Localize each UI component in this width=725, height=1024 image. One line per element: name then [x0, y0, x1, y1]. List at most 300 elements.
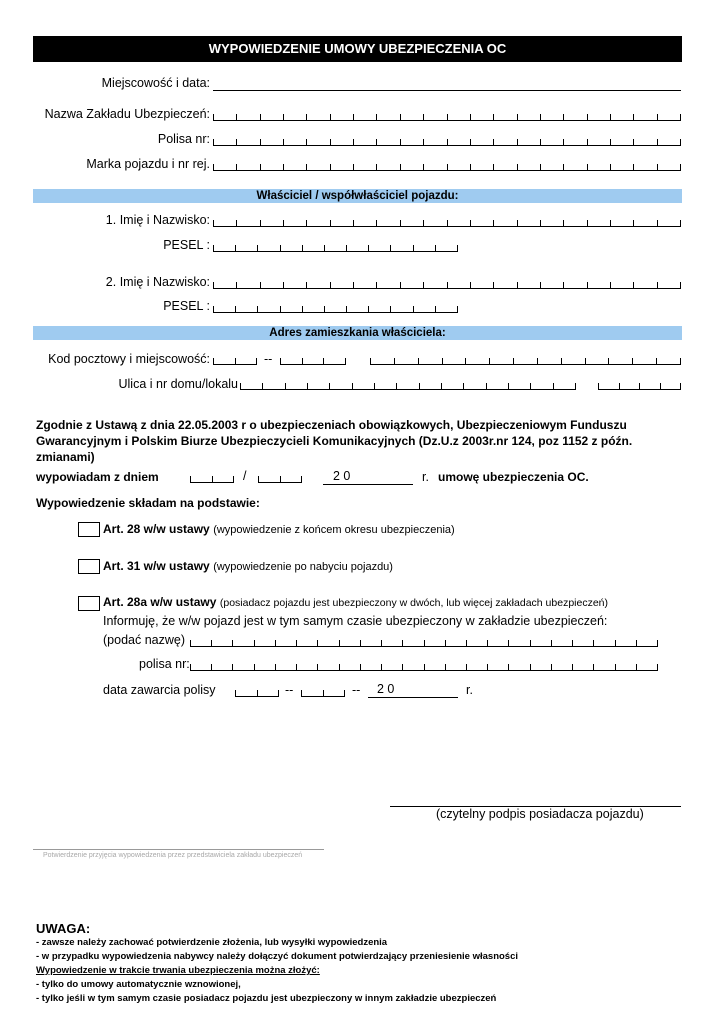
- field-tick: [563, 282, 564, 289]
- field-tick: [330, 139, 331, 146]
- field-tick: [254, 640, 255, 647]
- year-r: r.: [422, 470, 429, 484]
- field-tick: [517, 282, 518, 289]
- field-tick: [262, 383, 263, 390]
- field-tick: [441, 383, 442, 390]
- field-tick: [615, 664, 616, 671]
- field-tick: [537, 358, 538, 365]
- field-tick: [424, 640, 425, 647]
- date-slash: /: [243, 469, 247, 483]
- notes-line-4: - tylko jeśli w tym samym czasie posiadacz pojazdu jest ubezpieczony w innym zakładzie ubezpieczeń: [36, 993, 497, 1004]
- field-tick: [563, 139, 564, 146]
- field-tick: [283, 282, 284, 289]
- field-tick: [339, 640, 340, 647]
- field-tick: [400, 220, 401, 227]
- field-tick: [352, 383, 353, 390]
- field-tick: [423, 282, 424, 289]
- field-tick: [633, 220, 634, 227]
- field-tick: [487, 664, 488, 671]
- field-tick: [660, 383, 661, 390]
- field-tick: [423, 139, 424, 146]
- field-tick: [508, 640, 509, 647]
- field-tick: [493, 164, 494, 171]
- field-tick: [402, 640, 403, 647]
- field-tick: [376, 114, 377, 121]
- field-tick: [254, 664, 255, 671]
- field-tick: [236, 114, 237, 121]
- field-tick: [280, 245, 281, 252]
- field-tick: [551, 640, 552, 647]
- field-tick: [360, 664, 361, 671]
- field-tick: [413, 245, 414, 252]
- policy-day-field[interactable]: [235, 688, 279, 697]
- art31-title: Art. 31 w/w ustawy: [103, 559, 210, 573]
- owner1-name-label: 1. Imię i Nazwisko:: [105, 213, 210, 227]
- field-tick: [236, 139, 237, 146]
- termination-year-field[interactable]: [323, 484, 413, 485]
- signature-caption: (czytelny podpis posiadacza pojazdu): [436, 807, 644, 821]
- field-tick: [419, 383, 420, 390]
- field-tick: [633, 282, 634, 289]
- field-tick: [370, 358, 371, 365]
- field-tick: [390, 245, 391, 252]
- field-tick: [235, 245, 236, 252]
- policy-date-dash1: --: [285, 683, 294, 697]
- owner2-name-field[interactable]: [213, 280, 681, 289]
- field-tick: [563, 164, 564, 171]
- field-tick: [575, 383, 576, 390]
- field-tick: [374, 383, 375, 390]
- field-tick: [470, 114, 471, 121]
- field-tick: [400, 139, 401, 146]
- field-tick: [540, 139, 541, 146]
- policy-month-field[interactable]: [301, 688, 345, 697]
- termination-day-field[interactable]: [190, 474, 234, 483]
- field-tick: [680, 114, 681, 121]
- field-tick: [324, 306, 325, 313]
- field-tick: [376, 282, 377, 289]
- house-number-field[interactable]: [598, 381, 681, 390]
- field-tick: [258, 476, 259, 483]
- field-tick: [445, 664, 446, 671]
- field-tick: [260, 282, 261, 289]
- field-tick: [353, 139, 354, 146]
- policy-number-field[interactable]: [213, 137, 681, 146]
- field-tick: [563, 220, 564, 227]
- owners-section-header: Właściciel / współwłaściciel pojazdu:: [33, 189, 682, 203]
- art31-desc: (wypowiedzenie po nabyciu pojazdu): [213, 561, 393, 573]
- place-date-field[interactable]: [213, 90, 681, 91]
- field-tick: [619, 383, 620, 390]
- owner2-pesel-field[interactable]: [213, 304, 458, 313]
- field-tick: [211, 640, 212, 647]
- field-tick: [553, 383, 554, 390]
- field-tick: [317, 640, 318, 647]
- field-tick: [306, 282, 307, 289]
- other-policy-field[interactable]: [190, 662, 658, 671]
- field-tick: [232, 640, 233, 647]
- art28-desc: (wypowiedzenie z końcem okresu ubezpieczenia): [213, 524, 455, 536]
- field-tick: [608, 358, 609, 365]
- field-tick: [280, 476, 281, 483]
- field-tick: [283, 220, 284, 227]
- policy-year-prefix: 2 0: [377, 682, 395, 696]
- field-tick: [457, 245, 458, 252]
- field-tick: [587, 114, 588, 121]
- field-tick: [353, 164, 354, 171]
- field-tick: [530, 640, 531, 647]
- field-tick: [530, 664, 531, 671]
- field-tick: [493, 139, 494, 146]
- field-tick: [598, 383, 599, 390]
- insurer-name-field[interactable]: [213, 112, 681, 121]
- field-tick: [275, 664, 276, 671]
- vehicle-field[interactable]: [213, 162, 681, 171]
- field-tick: [346, 245, 347, 252]
- field-tick: [657, 282, 658, 289]
- field-tick: [657, 640, 658, 647]
- field-tick: [213, 114, 214, 121]
- field-tick: [593, 640, 594, 647]
- field-tick: [212, 476, 213, 483]
- field-tick: [296, 664, 297, 671]
- field-tick: [236, 220, 237, 227]
- other-policy-label: polisa nr:: [139, 657, 190, 671]
- termination-suffix: umowę ubezpieczenia OC.: [438, 470, 589, 484]
- field-tick: [540, 220, 541, 227]
- field-tick: [400, 282, 401, 289]
- field-tick: [306, 164, 307, 171]
- field-tick: [593, 664, 594, 671]
- field-tick: [636, 664, 637, 671]
- field-tick: [368, 306, 369, 313]
- field-tick: [633, 164, 634, 171]
- field-tick: [236, 282, 237, 289]
- policy-number-label: Polisa nr:: [157, 132, 210, 146]
- field-tick: [610, 139, 611, 146]
- field-tick: [353, 114, 354, 121]
- art28a-info: Informuję, że w/w pojazd jest w tym samym czasie ubezpieczony w zakładzie ubezpieczeń:: [103, 614, 608, 628]
- city-field[interactable]: [370, 356, 681, 365]
- field-tick: [423, 220, 424, 227]
- field-tick: [413, 306, 414, 313]
- field-tick: [307, 383, 308, 390]
- art28a-option: [103, 595, 608, 609]
- termination-label: wypowiadam z dniem: [36, 470, 159, 484]
- field-tick: [323, 690, 324, 697]
- field-tick: [330, 282, 331, 289]
- field-tick: [423, 114, 424, 121]
- field-tick: [540, 282, 541, 289]
- field-tick: [280, 358, 281, 365]
- field-tick: [306, 114, 307, 121]
- field-tick: [489, 358, 490, 365]
- field-tick: [324, 245, 325, 252]
- field-tick: [517, 164, 518, 171]
- field-tick: [302, 358, 303, 365]
- field-tick: [517, 114, 518, 121]
- field-tick: [513, 358, 514, 365]
- field-tick: [680, 220, 681, 227]
- art31-checkbox[interactable]: [78, 559, 100, 574]
- field-tick: [463, 383, 464, 390]
- field-tick: [301, 476, 302, 483]
- notes-subheading: Wypowiedzenie w trakcie trwania ubezpieczenia można złożyć:: [36, 965, 320, 976]
- street-field[interactable]: [240, 381, 576, 390]
- field-tick: [330, 220, 331, 227]
- field-tick: [424, 664, 425, 671]
- field-tick: [394, 358, 395, 365]
- field-tick: [283, 139, 284, 146]
- field-tick: [257, 306, 258, 313]
- field-tick: [296, 640, 297, 647]
- field-tick: [190, 476, 191, 483]
- art28a-checkbox[interactable]: [78, 596, 100, 611]
- notes-line-3: - tylko do umowy automatycznie wznowionej,: [36, 979, 241, 990]
- field-tick: [493, 282, 494, 289]
- field-tick: [235, 690, 236, 697]
- field-tick: [280, 306, 281, 313]
- field-tick: [240, 383, 241, 390]
- field-tick: [233, 476, 234, 483]
- field-tick: [447, 220, 448, 227]
- owner1-pesel-field[interactable]: [213, 243, 458, 252]
- field-tick: [465, 358, 466, 365]
- address-section-header: Adres zamieszkania właściciela:: [33, 326, 682, 340]
- field-tick: [447, 282, 448, 289]
- notes-heading: UWAGA:: [36, 921, 91, 936]
- field-tick: [508, 664, 509, 671]
- field-tick: [353, 220, 354, 227]
- field-tick: [345, 358, 346, 365]
- field-tick: [680, 282, 681, 289]
- field-tick: [636, 640, 637, 647]
- policy-year-field[interactable]: [368, 697, 458, 698]
- field-tick: [680, 164, 681, 171]
- art28-option: [103, 522, 455, 536]
- field-tick: [447, 164, 448, 171]
- field-tick: [657, 114, 658, 121]
- field-tick: [301, 690, 302, 697]
- postal-code-part1[interactable]: [213, 356, 257, 365]
- field-tick: [680, 139, 681, 146]
- field-tick: [278, 690, 279, 697]
- field-tick: [493, 114, 494, 121]
- place-date-label: Miejscowość i data:: [101, 76, 210, 90]
- field-tick: [285, 383, 286, 390]
- postal-dash: --: [264, 352, 273, 366]
- field-tick: [368, 245, 369, 252]
- field-tick: [396, 383, 397, 390]
- legal-basis-text: Zgodnie z Ustawą z dnia 22.05.2003 r o ubezpieczeniach obowiązkowych, Ubezpieczeniowym Funduszu Gwarancyjnym i Polskim Biurze Ubezpieczycieli Komunikacyjnych (Dz.U.z 2003r.nr 124, poz 1152 z późn. zmianami): [36, 418, 633, 464]
- field-tick: [257, 245, 258, 252]
- field-tick: [540, 114, 541, 121]
- field-tick: [235, 306, 236, 313]
- field-tick: [563, 114, 564, 121]
- field-tick: [435, 245, 436, 252]
- field-tick: [508, 383, 509, 390]
- postal-code-part2[interactable]: [280, 356, 346, 365]
- field-tick: [442, 358, 443, 365]
- field-tick: [466, 640, 467, 647]
- field-tick: [402, 664, 403, 671]
- postal-label: Kod pocztowy i miejscowość:: [48, 352, 210, 366]
- field-tick: [329, 383, 330, 390]
- field-tick: [445, 640, 446, 647]
- field-tick: [256, 358, 257, 365]
- field-tick: [260, 220, 261, 227]
- field-tick: [211, 664, 212, 671]
- field-tick: [585, 358, 586, 365]
- field-tick: [517, 220, 518, 227]
- year-prefix: 2 0: [333, 469, 351, 483]
- field-tick: [457, 306, 458, 313]
- field-tick: [657, 220, 658, 227]
- field-tick: [487, 640, 488, 647]
- field-tick: [587, 164, 588, 171]
- field-tick: [190, 640, 191, 647]
- field-tick: [572, 640, 573, 647]
- field-tick: [260, 164, 261, 171]
- field-tick: [400, 114, 401, 121]
- art28-checkbox[interactable]: [78, 522, 100, 537]
- field-tick: [447, 139, 448, 146]
- field-tick: [213, 282, 214, 289]
- field-tick: [236, 164, 237, 171]
- field-tick: [470, 220, 471, 227]
- field-tick: [376, 164, 377, 171]
- owner2-pesel-label: PESEL :: [163, 299, 210, 313]
- field-tick: [275, 640, 276, 647]
- field-tick: [235, 358, 236, 365]
- field-tick: [615, 640, 616, 647]
- field-tick: [213, 306, 214, 313]
- field-tick: [561, 358, 562, 365]
- vehicle-label: Marka pojazdu i nr rej.: [86, 157, 210, 171]
- field-tick: [517, 139, 518, 146]
- street-label: Ulica i nr domu/lokalu: [118, 377, 238, 391]
- field-tick: [302, 245, 303, 252]
- field-tick: [587, 139, 588, 146]
- field-tick: [330, 164, 331, 171]
- field-tick: [381, 664, 382, 671]
- field-tick: [435, 306, 436, 313]
- art28-title: Art. 28 w/w ustawy: [103, 522, 210, 536]
- field-tick: [633, 139, 634, 146]
- form-title: WYPOWIEDZENIE UMOWY UBEZPIECZENIA OC: [33, 36, 682, 62]
- field-tick: [257, 690, 258, 697]
- field-tick: [466, 664, 467, 671]
- insurer-name-label: Nazwa Zakładu Ubezpieczeń:: [44, 107, 210, 121]
- field-tick: [656, 358, 657, 365]
- field-tick: [610, 114, 611, 121]
- field-tick: [283, 114, 284, 121]
- field-tick: [540, 164, 541, 171]
- field-tick: [190, 664, 191, 671]
- policy-date-dash2: --: [352, 683, 361, 697]
- field-tick: [317, 664, 318, 671]
- field-tick: [213, 245, 214, 252]
- owner2-name-label: 2. Imię i Nazwisko:: [105, 275, 210, 289]
- policy-year-r: r.: [466, 683, 473, 697]
- art28a-title: Art. 28a w/w ustawy: [103, 595, 217, 609]
- field-tick: [632, 358, 633, 365]
- field-tick: [346, 306, 347, 313]
- field-tick: [493, 220, 494, 227]
- notes-line-1: - zawsze należy zachować potwierdzenie złożenia, lub wysyłki wypowiedzenia: [36, 937, 388, 948]
- field-tick: [306, 139, 307, 146]
- policy-date-label: data zawarcia polisy: [103, 683, 216, 697]
- field-tick: [376, 139, 377, 146]
- field-tick: [423, 164, 424, 171]
- field-tick: [376, 220, 377, 227]
- field-tick: [344, 690, 345, 697]
- field-tick: [213, 164, 214, 171]
- owner1-name-field[interactable]: [213, 218, 681, 227]
- owner1-pesel-label: PESEL :: [163, 238, 210, 252]
- notes-block: [36, 936, 518, 1006]
- field-tick: [470, 139, 471, 146]
- field-tick: [587, 282, 588, 289]
- field-tick: [400, 164, 401, 171]
- art28a-desc: (posiadacz pojazdu jest ubezpieczony w dwóch, lub więcej zakładach ubezpieczeń): [219, 597, 609, 609]
- field-tick: [260, 139, 261, 146]
- field-tick: [260, 114, 261, 121]
- field-tick: [381, 640, 382, 647]
- basis-label: Wypowiedzenie składam na podstawie:: [36, 496, 260, 510]
- field-tick: [330, 114, 331, 121]
- field-tick: [302, 306, 303, 313]
- field-tick: [657, 139, 658, 146]
- termination-month-field[interactable]: [258, 474, 302, 483]
- field-tick: [587, 220, 588, 227]
- field-tick: [633, 114, 634, 121]
- field-tick: [610, 220, 611, 227]
- field-tick: [213, 358, 214, 365]
- field-tick: [639, 383, 640, 390]
- art31-option: [103, 559, 393, 573]
- field-tick: [232, 664, 233, 671]
- field-tick: [470, 282, 471, 289]
- notes-line-2: - w przypadku wypowiedzenia nabywcy należy dołączyć dokument potwierdzający przeniesienie własności: [36, 951, 519, 962]
- field-tick: [418, 358, 419, 365]
- field-tick: [610, 164, 611, 171]
- field-tick: [360, 640, 361, 647]
- field-tick: [323, 358, 324, 365]
- field-tick: [680, 358, 681, 365]
- field-tick: [353, 282, 354, 289]
- other-insurer-name-field[interactable]: [190, 638, 658, 647]
- field-tick: [610, 282, 611, 289]
- other-insurer-name-label: (podać nazwę): [103, 633, 185, 647]
- field-tick: [657, 164, 658, 171]
- confirmation-line[interactable]: [33, 849, 324, 850]
- field-tick: [530, 383, 531, 390]
- field-tick: [283, 164, 284, 171]
- field-tick: [657, 664, 658, 671]
- field-tick: [486, 383, 487, 390]
- field-tick: [470, 164, 471, 171]
- field-tick: [213, 139, 214, 146]
- field-tick: [390, 306, 391, 313]
- confirmation-caption: Potwierdzenie przyjęcia wypowiedzenia przez przedstawiciela zakładu ubezpieczeń: [43, 852, 303, 859]
- field-tick: [680, 383, 681, 390]
- field-tick: [306, 220, 307, 227]
- field-tick: [213, 220, 214, 227]
- field-tick: [447, 114, 448, 121]
- field-tick: [572, 664, 573, 671]
- field-tick: [339, 664, 340, 671]
